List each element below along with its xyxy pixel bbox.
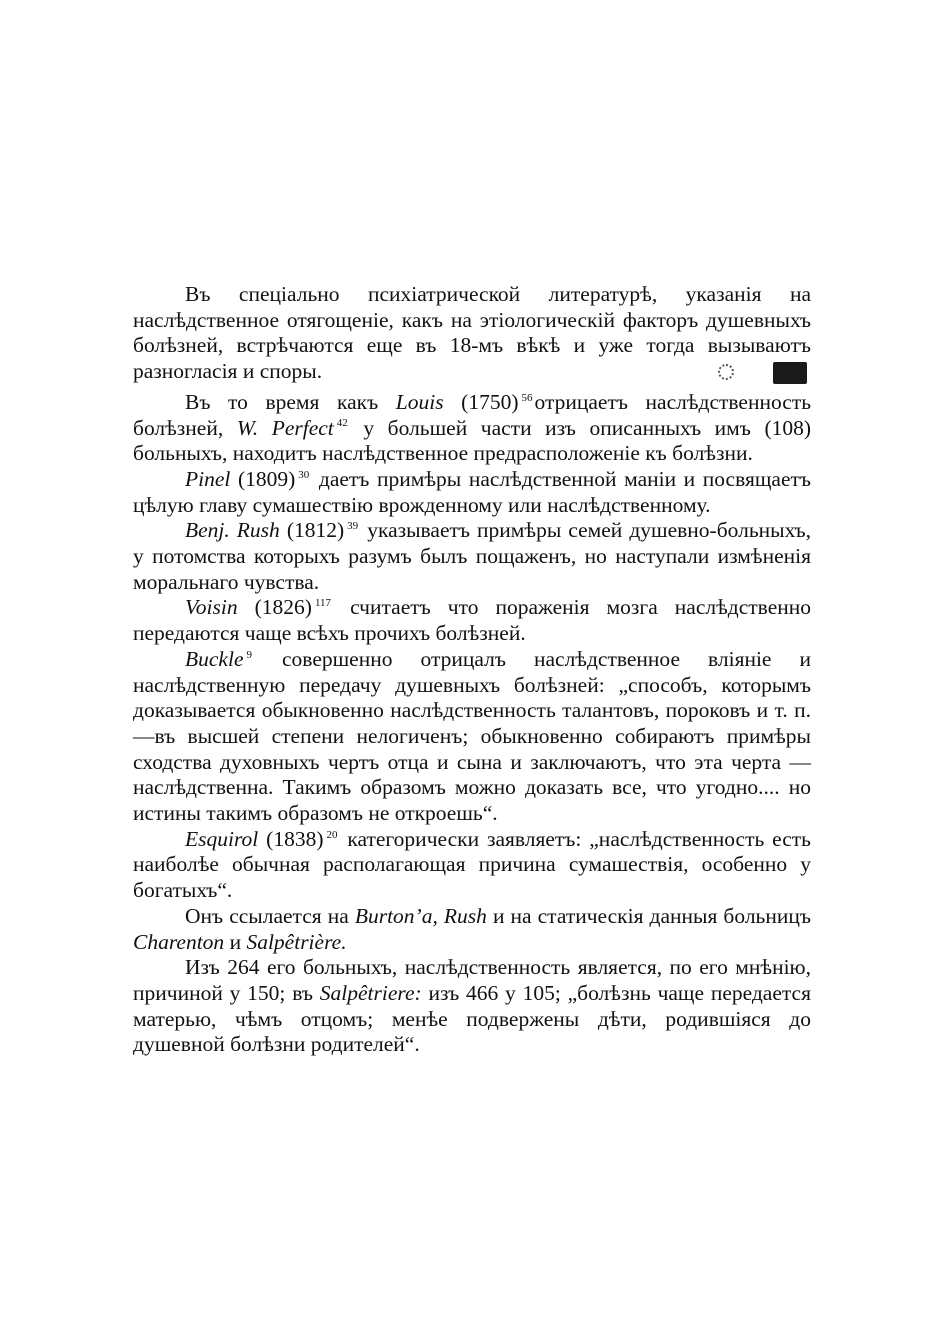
reference-number: 9 bbox=[246, 648, 252, 661]
paragraph-louis-perfect bbox=[133, 390, 811, 467]
author-name: Esquirol bbox=[185, 826, 259, 851]
paragraph-sources bbox=[133, 904, 811, 955]
scan-artifact-dots bbox=[718, 364, 734, 380]
year: (1809) bbox=[237, 466, 296, 491]
paragraph-text: Въ спеціально психіатрической литературѣ, указанія на наслѣдственное отягощеніе, какъ на этіологическій факторъ душевныхъ болѣзней, встрѣчаются еще въ 18-мъ вѣкѣ и уже тогда вызываютъ разногласія и споры. bbox=[133, 282, 811, 384]
author-name: W. Perfect bbox=[236, 415, 334, 440]
paragraph-rush bbox=[133, 518, 811, 595]
year: (1812) bbox=[286, 518, 345, 543]
hospital-name: Salpêtrière. bbox=[246, 929, 347, 954]
author-name: Buckle bbox=[185, 646, 244, 671]
text-segment: даетъ примѣры наслѣдственной маніи и посвящаетъ цѣлую главу сумашествію врожденному или наслѣдственному. bbox=[133, 466, 812, 517]
hospital-name: Salpêtriere: bbox=[319, 980, 422, 1005]
reference-number: 42 bbox=[336, 417, 348, 430]
reference-number: 117 bbox=[314, 597, 332, 610]
paragraph-statistics bbox=[133, 955, 811, 1058]
paragraph-pinel bbox=[133, 467, 811, 518]
paragraph-esquirol bbox=[133, 827, 811, 904]
text-segment: изъ 466 у 105; „болѣзнь чаще передается матерью, чѣмъ отцомъ; менѣе подвержены дѣти, родившіяся до душевной болѣзни родителей“. bbox=[133, 980, 811, 1057]
text-segment: отрицаетъ наслѣдственность болѣзней, bbox=[133, 389, 812, 440]
paragraph-buckle bbox=[133, 647, 811, 827]
text-segment: Въ то время какъ bbox=[185, 389, 379, 414]
text-segment: считаетъ что пораженія мозга наслѣдственно передаются чаще всѣхъ прочихъ болѣзней. bbox=[133, 595, 811, 646]
year: (1826) bbox=[254, 595, 312, 620]
paragraph-intro bbox=[133, 282, 811, 385]
page-body bbox=[133, 282, 811, 1058]
reference-number: 56 bbox=[521, 391, 533, 404]
author-name: Rush bbox=[443, 903, 487, 928]
author-name: Pinel bbox=[185, 466, 231, 491]
reference-number: 30 bbox=[298, 468, 310, 481]
author-name: Burton’a, bbox=[354, 903, 438, 928]
author-name: Benj. Rush bbox=[185, 518, 280, 543]
text-segment: категорически заявляетъ: „наслѣдственность есть наиболѣе обычная располагающая причина сумашествія, особенно у богатыхъ“. bbox=[133, 826, 811, 903]
hospital-name: Charenton bbox=[133, 929, 225, 954]
year: (1750) bbox=[461, 389, 519, 414]
scan-artifact-blot bbox=[773, 362, 807, 384]
text-segment: совершенно отрицалъ наслѣдственное вліяніе и наслѣдственную передачу душевныхъ болѣзней: „способъ, которымъ доказывается обыкновенно наслѣдственность талантовъ, пороковъ и т. п.—въ высшей степени нелогиченъ; обыкновенно собираютъ примѣры сходства духовныхъ чертъ отца и сына и заключаютъ, что эта черта — наслѣдственна. Такимъ образомъ можно доказать все, что угодно.... но истины такимъ образомъ не откроешь“. bbox=[133, 646, 811, 826]
year: (1838) bbox=[266, 826, 324, 851]
paragraph-voisin bbox=[133, 595, 811, 646]
author-name: Voisin bbox=[185, 595, 238, 620]
text-segment: Онъ ссылается на bbox=[185, 903, 349, 928]
text-segment: указываетъ примѣры семей душевно-больныхъ, у потомства которыхъ разумъ былъ пощаженъ, но наступали измѣненія моральнаго чувства. bbox=[133, 518, 812, 594]
text-segment: Изъ 264 его больныхъ, наслѣдственность является, по его мнѣнію, причиной у 150; въ bbox=[133, 955, 811, 1005]
text-segment: и bbox=[229, 929, 242, 954]
text-segment: у большей части изъ описанныхъ имъ (108) больныхъ, находитъ наслѣдственное предрасположеніе къ болѣзни. bbox=[133, 415, 812, 466]
reference-number: 39 bbox=[347, 520, 359, 533]
reference-number: 20 bbox=[326, 828, 338, 841]
author-name: Louis bbox=[395, 389, 444, 414]
text-segment: и на статическія данныя больницъ bbox=[492, 903, 811, 928]
